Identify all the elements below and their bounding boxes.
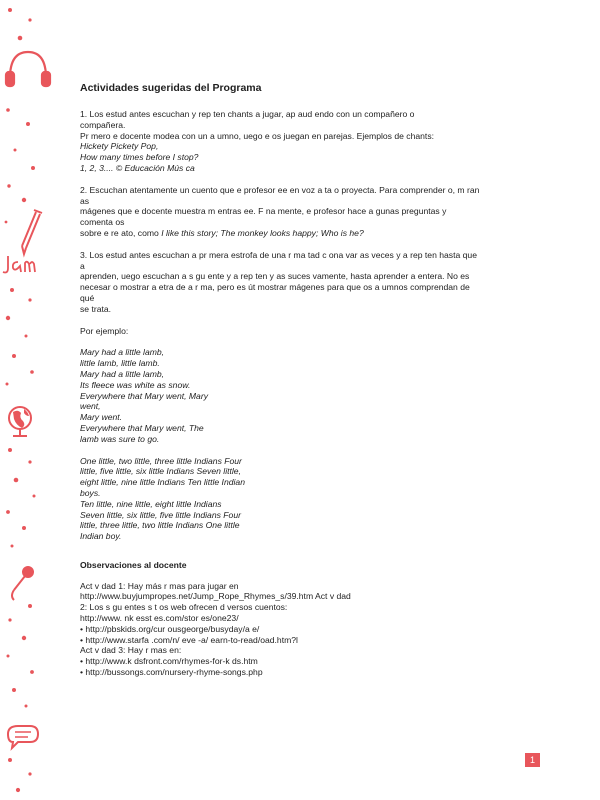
- poem-line: little, five little, six little Indians Seven little,: [80, 466, 241, 477]
- poem-line: Seven little, six little, five little Indians Four: [80, 509, 241, 520]
- poem-mary-had-a-little-lamb: [80, 347, 480, 444]
- observation-link[interactable]: • http://www.k dsfront.com/rhymes-for-k ds.htm: [80, 656, 258, 667]
- activity-3-line: 3. Los estud antes escuchan a pr mera estrofa de una r ma tad c ona var as veces y a rep ten hasta que a: [80, 249, 477, 271]
- observation-line: Act v dad 1: Hay más r mas para jugar en: [80, 580, 239, 591]
- activity-3-line: necesar o mostrar a etra de a r ma, pero es út mostrar mágenes para que os a umnos comprendan de qué: [80, 282, 470, 303]
- poem-line: little lamb, little lamb.: [80, 358, 160, 369]
- jam-doodle: [3, 256, 35, 273]
- poem-line: Mary went.: [80, 412, 123, 423]
- poem-line: Everywhere that Mary went, The: [80, 422, 204, 433]
- poem-line: Mary had a little lamb,: [80, 368, 165, 379]
- activity-1-line: 1. Los estud antes escuchan y rep ten chants a jugar, ap aud endo con un compañero o: [80, 109, 415, 119]
- activity-2: [80, 185, 480, 239]
- observation-link[interactable]: • http://pbskids.org/cur ousgeorge/busyday/a e/: [80, 623, 260, 634]
- poem-ten-little-indians: [80, 456, 480, 542]
- poem-line: Indian boy.: [80, 531, 122, 542]
- activity-2-line: mágenes que e docente muestra m entras ee. F na mente, e profesor hace a gunas preguntas y comenta os: [80, 206, 447, 228]
- poem-line: boys.: [80, 487, 101, 498]
- activity-3: [80, 250, 480, 315]
- chant-example: How many times before I stop?: [80, 152, 199, 163]
- headphones-icon: [6, 52, 50, 86]
- example-label: Por ejemplo:: [80, 325, 129, 336]
- poem-line: One little, two little, three little Indians Four: [80, 455, 242, 466]
- activity-2-line-prefix: sobre e re ato, como: [80, 227, 162, 238]
- decorative-sidebar: [0, 0, 60, 800]
- activity-2-line: [80, 228, 480, 239]
- activity-1: [80, 109, 480, 174]
- decorative-dots: [5, 8, 36, 792]
- poem-line: eight little, nine little Indians Ten little Indian: [80, 477, 245, 488]
- observation-line: Act v dad 3: Hay r mas en:: [80, 645, 182, 656]
- poem-line: Ten little, nine little, eight little Indians: [80, 498, 222, 509]
- activity-3-line: aprenden, uego escuchan a s gu ente y a rep ten y as suces vamente, hasta aprender a entera. No es: [80, 271, 470, 282]
- globe-icon: [9, 407, 31, 436]
- microphone-icon: [12, 567, 33, 600]
- observation-link[interactable]: • http://www.starfa .com/n/ eve -a/ earn-to-read/oad.htm?l: [80, 634, 298, 645]
- poem-line: Its fleece was white as snow.: [80, 379, 191, 390]
- poem-line: Mary had a little lamb,: [80, 347, 165, 358]
- poem-line: went,: [80, 401, 101, 412]
- activity-1-line: Pr mero e docente modea con un a umno, uego e os juegan en parejas. Ejemplos de chants:: [80, 130, 435, 141]
- observations-title: Observaciones al docente: [80, 559, 187, 570]
- pencil-icon: [22, 210, 42, 254]
- poem-line: little, three little, two little Indians One little: [80, 520, 240, 531]
- observation-link[interactable]: • http://bussongs.com/nursery-rhyme-songs.php: [80, 667, 263, 678]
- page-number: 1: [525, 753, 540, 767]
- poem-line: lamb was sure to go.: [80, 433, 160, 444]
- poem-line: Everywhere that Mary went, Mary: [80, 390, 208, 401]
- observation-line: 2: Los s gu entes s t os web ofrecen d versos cuentos:: [80, 602, 288, 613]
- activity-1-line: compañera.: [80, 119, 126, 130]
- activity-2-line: 2. Escuchan atentamente un cuento que e profesor ee en voz a ta o proyecta. Para comprender o, m ran as: [80, 184, 480, 206]
- observation-link[interactable]: http://www.buyjumpropes.net/Jump_Rope_Rhymes_s/39.htm Act v dad: [80, 591, 351, 602]
- chant-example: 1, 2, 3.... © Educación Mús ca: [80, 162, 195, 173]
- activity-3-line: se trata.: [80, 303, 112, 314]
- document-body: [80, 82, 480, 678]
- observations-list: [80, 581, 480, 678]
- activity-2-example: I like this story; The monkey looks happy; Who is he?: [161, 227, 364, 238]
- chant-example: Hickety Pickety Pop,: [80, 141, 159, 152]
- speech-bubble-icon: [8, 726, 38, 748]
- page-title: Actividades sugeridas del Programa: [80, 82, 262, 94]
- observation-link[interactable]: http://www. nk esst es.com/stor es/one23/: [80, 613, 239, 624]
